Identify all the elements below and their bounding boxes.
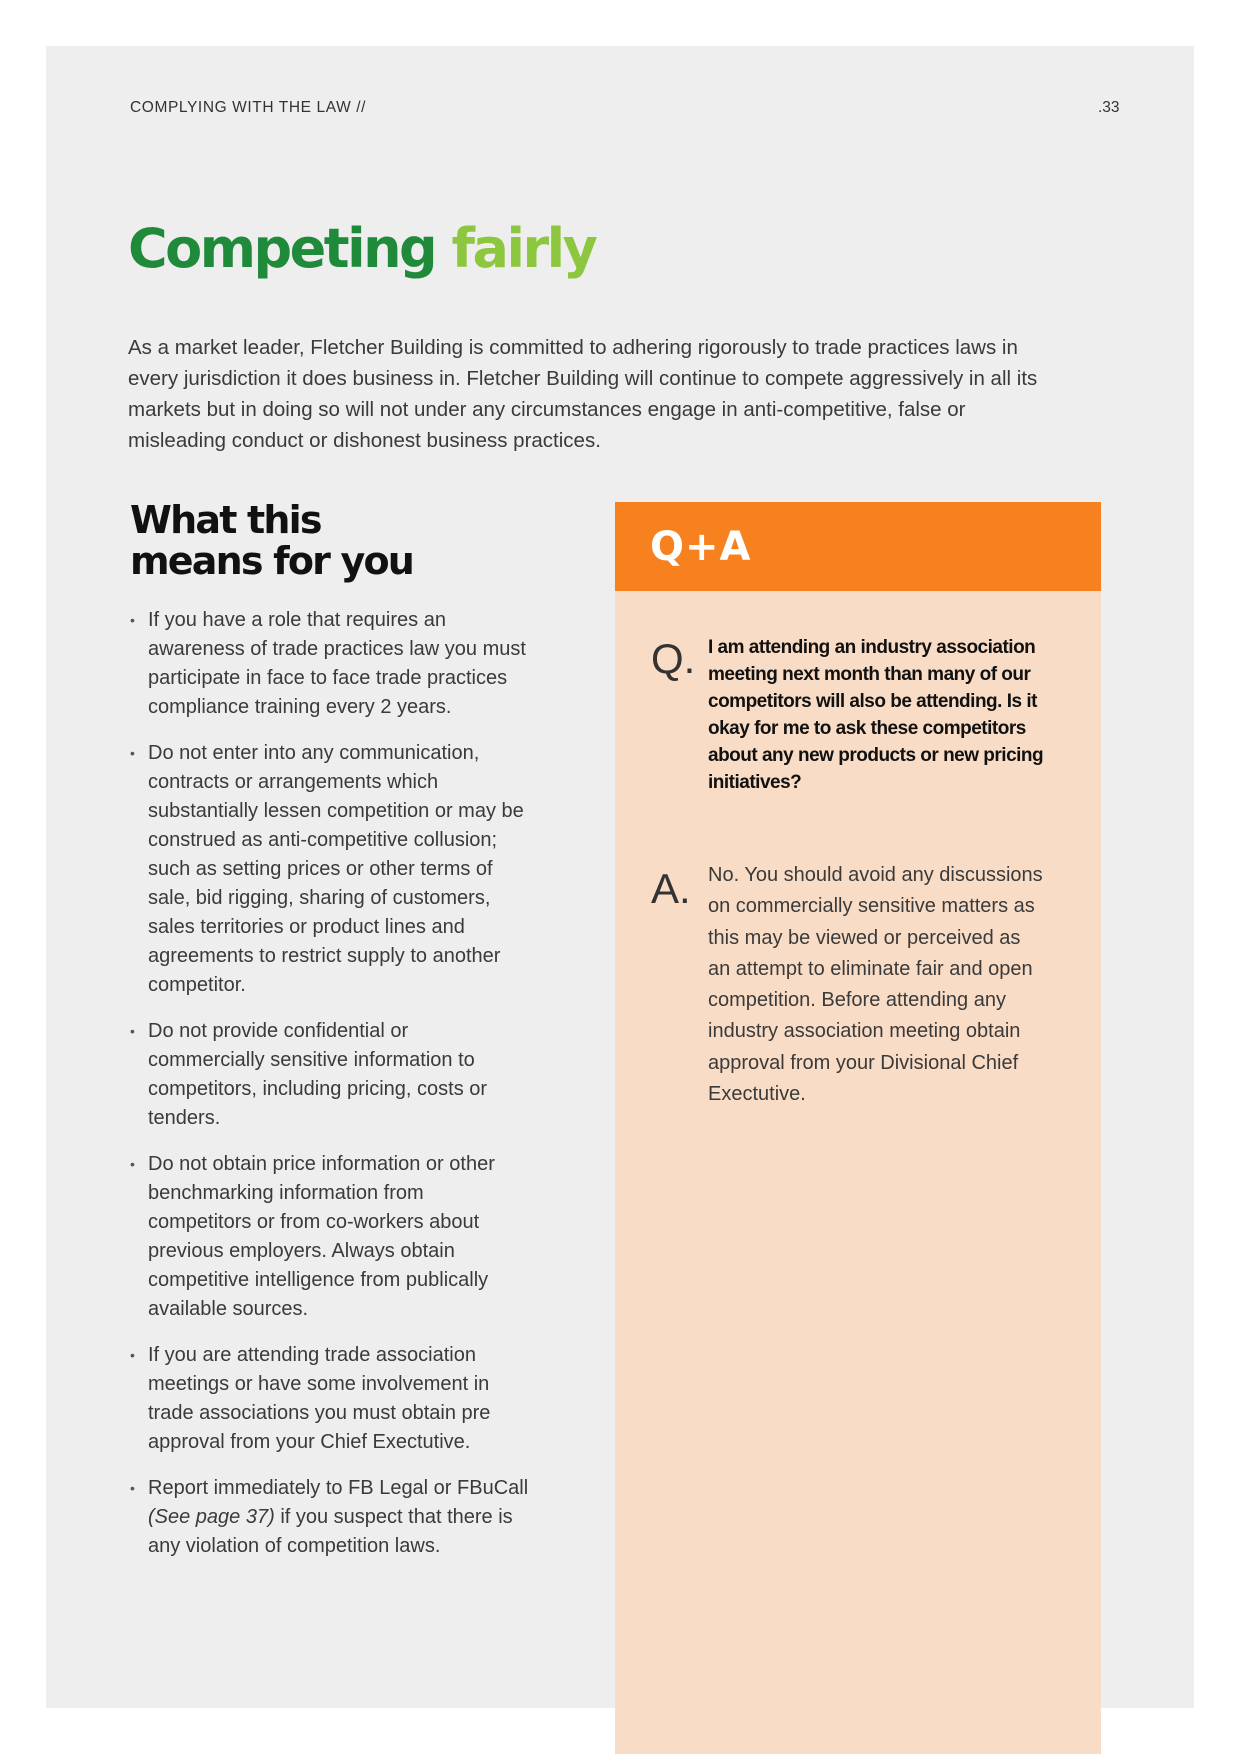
title-word-fairly: fairly [451, 217, 596, 280]
qa-title: Q+A [650, 524, 752, 570]
list-item-text: If you have a role that requires an awareness of trade practices law you must participate in face to face trade practices compliance training every 2 years. [148, 609, 526, 718]
list-item-text: Do not enter into any communication, contracts or arrangements which substantially lessen competition or may be construed as anti-competitive collusion; such as setting prices or other terms of sale, bid rigging, sharing of customers, sales territories or product lines and agreements to restrict supply to another competitor. [148, 742, 524, 996]
question-text: I am attending an industry association meeting next month than many of our competitors will also be attending. Is it okay for me to ask these competitors about any new products or new pricing initiatives? [708, 637, 1044, 793]
bullet-icon: • [130, 745, 135, 761]
intro-paragraph: As a market leader, Fletcher Building is committed to adhering rigorously to trade practices laws in every jurisdiction it does business in. Fletcher Building will continue to compete aggressively in all its markets but in doing so will not under any circumstances engage in anti-competitive, false or misleading conduct or dishonest business practices. [128, 336, 1038, 452]
page-number: .33 [1098, 99, 1120, 116]
list-item [130, 606, 530, 722]
heading-line-1: What this [130, 498, 321, 542]
list-item [130, 1150, 530, 1324]
page-title [128, 217, 596, 280]
bullet-icon: • [130, 1347, 135, 1363]
list-item-text: If you are attending trade association meetings or have some involvement in trade associations you must obtain pre approval from your Chief Exectutive. [148, 1344, 491, 1453]
bullet-icon: • [130, 1156, 135, 1172]
answer-marker: A. [651, 865, 691, 912]
bullet-icon: • [130, 1480, 135, 1496]
list-item-text: Do not provide confidential or commercially sensitive information to competitors, including pricing, costs or tenders. [148, 1020, 488, 1129]
list-item-text-start: Report immediately to FB Legal or FBuCall [148, 1477, 529, 1499]
title-word-competing: Competing [128, 217, 436, 280]
list-item-text: Do not obtain price information or other benchmarking information from competitors or from co-workers about previous employers. Always obtain competitive intelligence from publically available sources. [148, 1153, 495, 1320]
bullet-icon: • [130, 612, 135, 628]
bullet-icon: • [130, 1023, 135, 1039]
what-this-means-heading [130, 500, 530, 582]
list-item [130, 1474, 530, 1561]
page-reference: (See page 37) [148, 1506, 275, 1528]
answer-text: No. You should avoid any discussions on commercially sensitive matters as this may be viewed or perceived as an attempt to eliminate fair and open competition. Before attending any industry association meeting obtain approval from your Divisional Chief Exectutive. [708, 864, 1043, 1106]
list-item [130, 1017, 530, 1133]
guidance-list [130, 606, 530, 1578]
running-header: COMPLYING WITH THE LAW // [130, 99, 367, 116]
list-item [130, 739, 530, 1000]
list-item [130, 1341, 530, 1457]
heading-line-2: means for you [130, 539, 414, 583]
question-marker: Q. [651, 635, 696, 682]
list-item-text-end: if you suspect that there is any violation of competition laws. [148, 1506, 513, 1557]
